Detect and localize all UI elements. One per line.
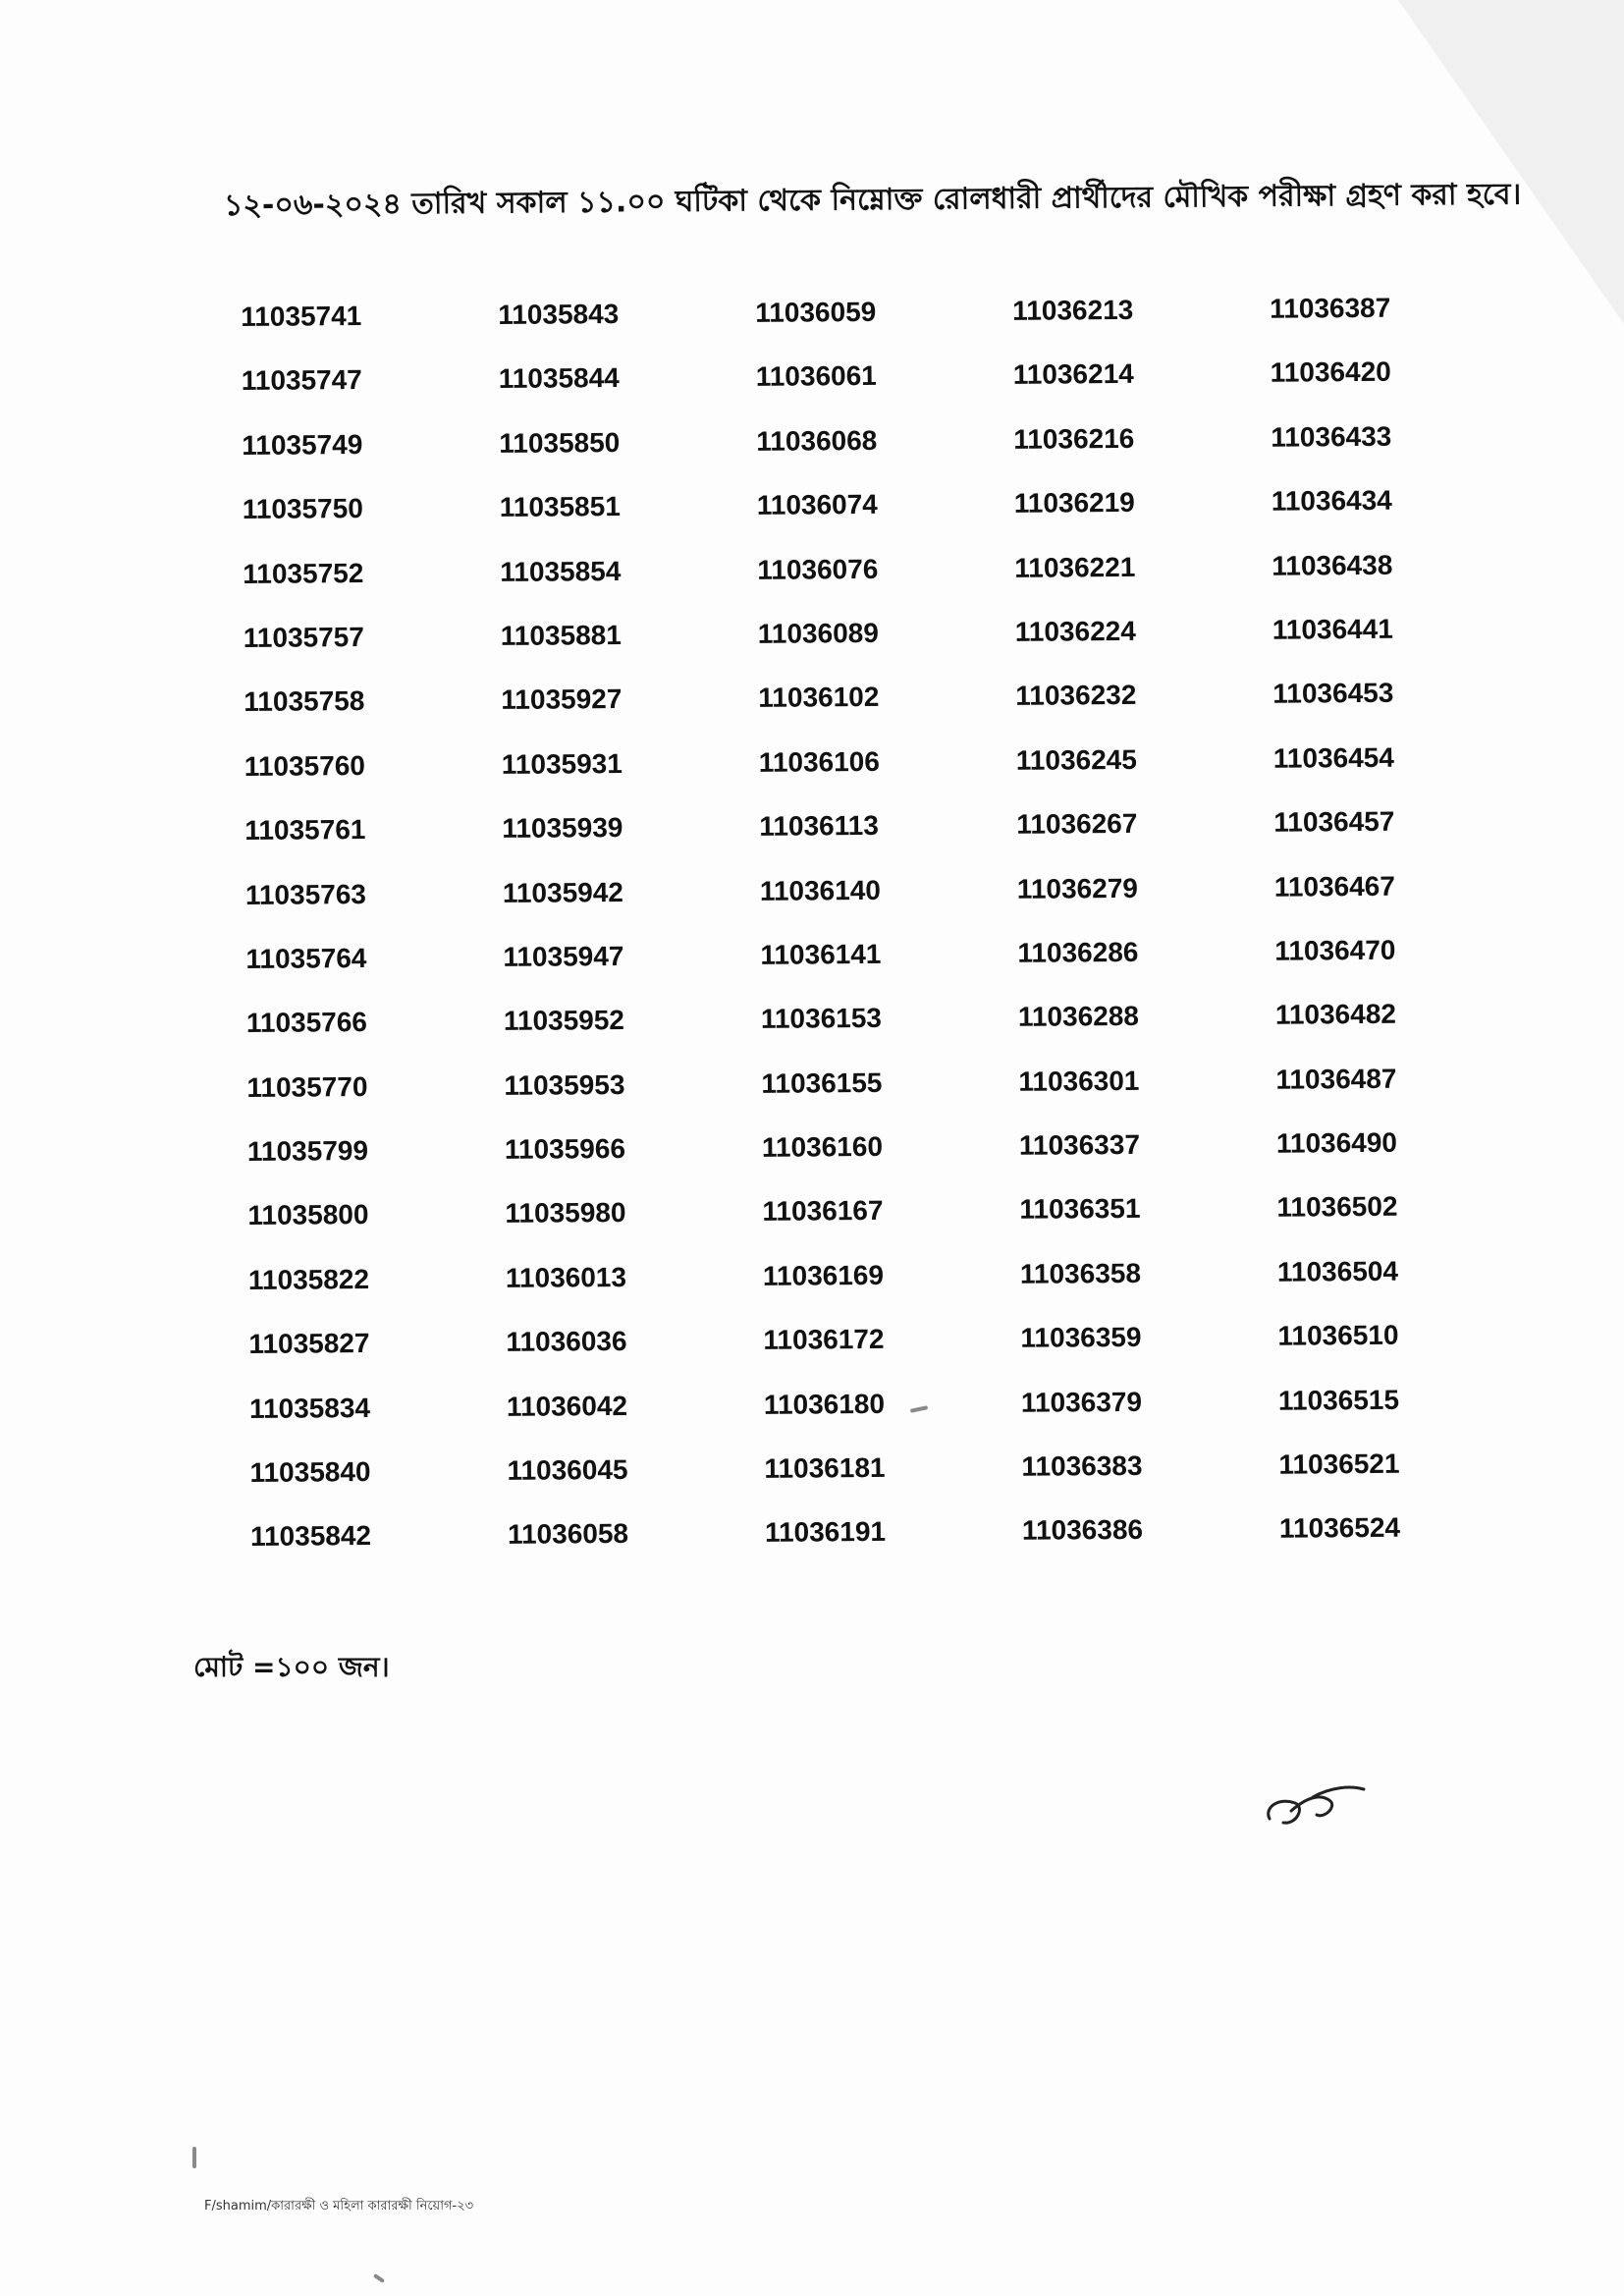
roll-number: 11036245	[1015, 743, 1137, 776]
roll-number: 11036113	[759, 810, 879, 842]
roll-number: 11036487	[1275, 1063, 1397, 1095]
roll-number: 11036288	[1017, 1001, 1140, 1033]
roll-number: 11036140	[759, 874, 882, 906]
scan-speck	[373, 2273, 385, 2283]
roll-number: 11036224	[1014, 615, 1136, 647]
roll-number: 11036059	[755, 296, 877, 328]
roll-number: 11036191	[764, 1516, 887, 1549]
roll-number: 11035840	[249, 1456, 371, 1488]
roll-number: 11036434	[1271, 484, 1392, 517]
roll-number: 11036267	[1016, 807, 1138, 840]
roll-number: 11035931	[501, 747, 623, 780]
roll-number: 11035881	[500, 619, 622, 651]
roll-number: 11035980	[505, 1197, 626, 1230]
roll-number: 11036379	[1020, 1386, 1143, 1418]
roll-column-3	[755, 279, 961, 1564]
roll-number: 11036358	[1019, 1257, 1142, 1289]
total-count: মোট =১০০ জন।	[193, 1651, 390, 1683]
roll-number: 11036420	[1270, 356, 1391, 389]
roll-number: 11036172	[763, 1324, 885, 1356]
scan-speck	[192, 2147, 196, 2168]
roll-number: 11036181	[764, 1451, 886, 1484]
roll-number: 11036279	[1016, 872, 1139, 904]
roll-number: 11036383	[1021, 1449, 1143, 1482]
roll-number: 11035750	[242, 493, 363, 525]
roll-column-4	[1012, 277, 1218, 1562]
roll-number: 11036167	[762, 1195, 884, 1228]
roll-number: 11036454	[1272, 741, 1394, 774]
roll-number: 11036232	[1015, 680, 1137, 712]
roll-number: 11035752	[243, 557, 364, 589]
roll-number: 11035766	[245, 1007, 368, 1039]
roll-number: 11036074	[756, 489, 878, 521]
roll-number: 11035952	[503, 1005, 625, 1037]
roll-number: 11035851	[499, 491, 621, 523]
roll-number: 11036180	[763, 1388, 886, 1420]
roll-number: 11035843	[498, 298, 620, 330]
roll-number: 11035764	[245, 942, 367, 974]
roll-number: 11035966	[504, 1133, 626, 1165]
roll-number: 11036337	[1018, 1128, 1141, 1161]
roll-number: 11036221	[1014, 551, 1136, 583]
roll-number: 11035947	[503, 940, 624, 972]
roll-number: 11036438	[1272, 549, 1393, 581]
roll-number: 11035827	[248, 1328, 370, 1360]
roll-number: 11036433	[1271, 420, 1392, 453]
roll-number: 11035760	[244, 749, 366, 782]
roll-number: 11036102	[758, 682, 880, 714]
roll-number: 11036502	[1276, 1191, 1398, 1224]
roll-number: 11036386	[1021, 1514, 1144, 1547]
roll-number: 11035763	[244, 878, 367, 910]
roll-number: 11036510	[1277, 1320, 1399, 1351]
roll-number: 11035761	[244, 814, 366, 847]
roll-number: 11036160	[761, 1130, 884, 1163]
roll-number: 11036089	[757, 617, 879, 649]
roll-number: 11036076	[757, 553, 879, 585]
roll-number: 11036515	[1277, 1384, 1400, 1416]
roll-number: 11036013	[505, 1261, 627, 1293]
signature-mark	[1262, 1768, 1370, 1836]
roll-number: 11036521	[1278, 1448, 1400, 1480]
roll-number: 11035939	[502, 812, 623, 845]
roll-number: 11035844	[498, 362, 620, 395]
roll-number: 11036351	[1019, 1193, 1141, 1226]
roll-number: 11036042	[506, 1390, 628, 1422]
roll-number: 11036286	[1017, 936, 1139, 968]
roll-number: 11036387	[1270, 292, 1391, 324]
roll-number: 11035747	[241, 364, 362, 397]
roll-number: 11036301	[1018, 1065, 1140, 1097]
roll-number: 11035927	[501, 683, 623, 716]
roll-number: 11036106	[758, 745, 880, 778]
roll-number: 11035942	[502, 876, 624, 908]
roll-number: 11036490	[1275, 1126, 1398, 1159]
roll-number: 11036214	[1012, 358, 1134, 391]
roll-number: 11036061	[755, 360, 877, 393]
roll-number: 11036153	[760, 1003, 883, 1035]
roll-number: 11035842	[249, 1520, 372, 1553]
roll-number: 11036219	[1013, 487, 1135, 519]
roll-number: 11036216	[1013, 422, 1135, 455]
roll-number: 11036441	[1272, 613, 1393, 645]
roll-number: 11035799	[246, 1135, 369, 1168]
roll-number: 11036457	[1273, 805, 1395, 838]
roll-number: 11036453	[1272, 678, 1394, 710]
roll-number: 11036467	[1273, 870, 1396, 902]
roll-number: 11036155	[761, 1066, 883, 1099]
roll-number: 11036058	[507, 1518, 629, 1551]
roll-number: 11035850	[499, 426, 621, 459]
roll-number: 11035800	[247, 1199, 369, 1231]
roll-number: 11035834	[248, 1392, 371, 1424]
roll-number: 11035953	[504, 1068, 625, 1101]
roll-number: 11035770	[246, 1070, 368, 1103]
roll-number: 11035822	[247, 1263, 370, 1295]
roll-number-grid	[241, 275, 1458, 1553]
roll-number: 11036213	[1012, 294, 1134, 326]
roll-number: 11035758	[244, 685, 365, 718]
roll-column-1	[241, 283, 447, 1568]
roll-number: 11035854	[500, 555, 622, 587]
roll-number: 11035757	[243, 621, 364, 653]
roll-number: 11036470	[1274, 934, 1396, 966]
roll-number: 11035741	[241, 301, 362, 332]
footer-file-reference: F/shamim/কারারক্ষী ও মহিলা কারারক্ষী নিয়োগ-২৩	[204, 2199, 474, 2214]
roll-number: 11036045	[507, 1453, 628, 1486]
roll-number: 11036524	[1278, 1512, 1401, 1545]
roll-number: 11036169	[762, 1259, 885, 1291]
roll-number: 11036359	[1020, 1322, 1142, 1354]
roll-number: 11036036	[506, 1326, 627, 1358]
roll-number: 11036482	[1274, 999, 1397, 1031]
roll-number: 11036068	[756, 424, 878, 457]
notice-heading: ১২-০৬-২০২৪ তারিখ সকাল ১১.০০ ঘটিকা থেকে নিম্নোক্ত রোলধারী প্রার্থীদের মৌখিক পরীক্ষা গ্রহণ করা হবে।	[223, 177, 1522, 223]
roll-number: 11036504	[1276, 1255, 1399, 1287]
roll-column-5	[1270, 275, 1476, 1560]
roll-column-2	[498, 281, 704, 1566]
roll-number: 11035749	[242, 428, 363, 461]
roll-number: 11036141	[760, 938, 882, 970]
